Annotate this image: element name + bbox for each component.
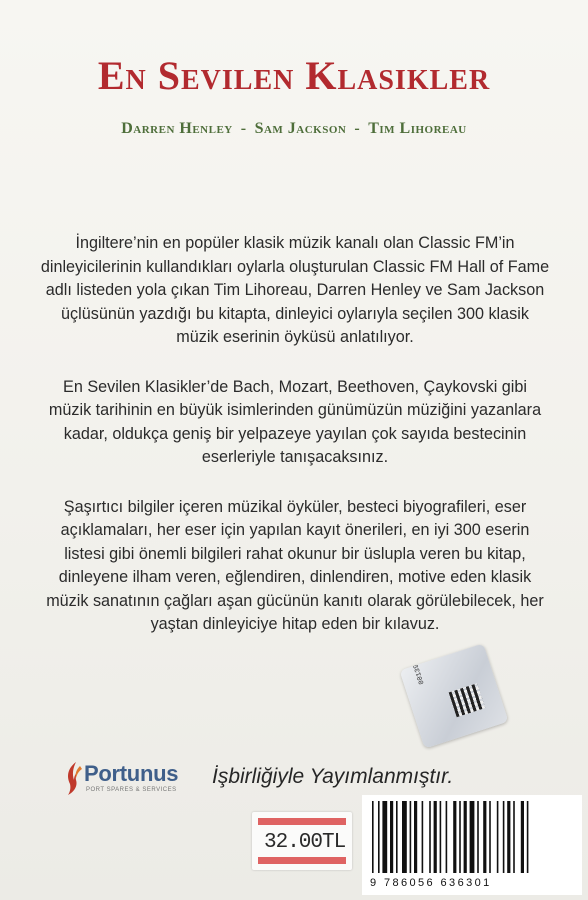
barcode-bar — [429, 801, 431, 873]
barcode-bar — [390, 801, 393, 873]
qr-code-icon — [449, 683, 486, 717]
blurb-paragraph: İngiltere’nin en popüler klasik müzik kanalı olan Classic FM’in dinleyicilerinin kullandıkları oylarla oluşturulan Classic FM Hall of Fame adlı listeden yola çıkan Tim Lihoreau, Darren Henley ve Sam Jackson üçlüsünün yazdığı bu kitapta, dinleyici oylarıyla seçilen 300 klasik müzik eserinin öyküsü anlatılıyor. — [40, 234, 550, 346]
barcode-bar — [497, 801, 499, 873]
barcode-bar — [464, 801, 467, 873]
barcode-bar — [521, 801, 524, 873]
barcode-bar — [513, 801, 515, 873]
price-value: 32.00TL — [264, 831, 346, 854]
barcode-bar — [527, 801, 529, 873]
barcode-bar — [489, 801, 491, 873]
isbn-number: 9 786056 636301 — [370, 877, 492, 889]
price-stripe — [258, 857, 346, 864]
author-name: Darren Henley — [121, 120, 233, 137]
barcode-bar — [470, 801, 475, 873]
cooperation-text: İşbirliğiyle Yayımlanmıştır. — [212, 765, 454, 788]
publisher-line — [62, 758, 542, 798]
blurb-paragraph: Şaşırtıcı bilgiler içeren müzikal öyküler, besteci biyografileri, eser açıklamaları, her eser için yapılan kayıt önerileri, en iyi 300 eserin listesi gibi önemli bilgileri rahat okunur bir üslupla veren bu kitap, dinleyene ilham veren, eğlendiren, dinlendiren, motive eden klasik müzik sanatının çağları aşan gücünün kanıtı olarak görülebilecek, her yaştan dinleyiciye hitap eden bir kılavuz. — [46, 497, 544, 633]
author-separator: - — [354, 120, 361, 137]
blurb-text — [40, 232, 550, 663]
barcode-bar — [459, 801, 461, 873]
barcode-bars — [370, 801, 574, 875]
price-stripe — [258, 818, 346, 825]
barcode-bar — [378, 801, 380, 873]
barcode-bar — [507, 801, 510, 873]
barcode-bar — [382, 801, 387, 873]
isbn-barcode — [362, 795, 582, 895]
barcode-bar — [453, 801, 456, 873]
barcode-bar — [396, 801, 398, 873]
blurb-paragraph: En Sevilen Klasikler’de Bach, Mozart, Beethoven, Çaykovski gibi müzik tarihinin en büyük isimlerinden günümüzün müziğini yazanlara kadar, oldukça geniş bir yelpazeye yayılan çok sayıda bestecinin eserleriyle tanışacaksınız. — [48, 377, 542, 466]
barcode-bar — [477, 801, 479, 873]
barcode-bar — [414, 801, 417, 873]
author-name: Tim Lihoreau — [368, 120, 467, 137]
barcode-bar — [446, 801, 448, 873]
author-name: Sam Jackson — [254, 120, 347, 137]
book-title: En Sevilen Klasikler — [97, 53, 491, 98]
publisher-logo-tagline: PORT SPARES & SERVICES — [86, 787, 177, 793]
barcode-bar — [440, 801, 442, 873]
barcode-bar — [503, 801, 505, 873]
author-separator: - — [240, 120, 247, 137]
barcode-bar — [483, 801, 486, 873]
barcode-bar — [402, 801, 407, 873]
price-tag — [252, 812, 352, 870]
barcode-bar — [410, 801, 412, 873]
barcode-bar — [434, 801, 437, 873]
barcode-bar — [422, 801, 424, 873]
sticker-code: 0013950 — [409, 654, 427, 686]
author-line — [0, 120, 588, 138]
feather-flame-icon — [62, 760, 84, 796]
barcode-bar — [372, 801, 374, 873]
publisher-logo-name: Portunus — [84, 761, 179, 786]
